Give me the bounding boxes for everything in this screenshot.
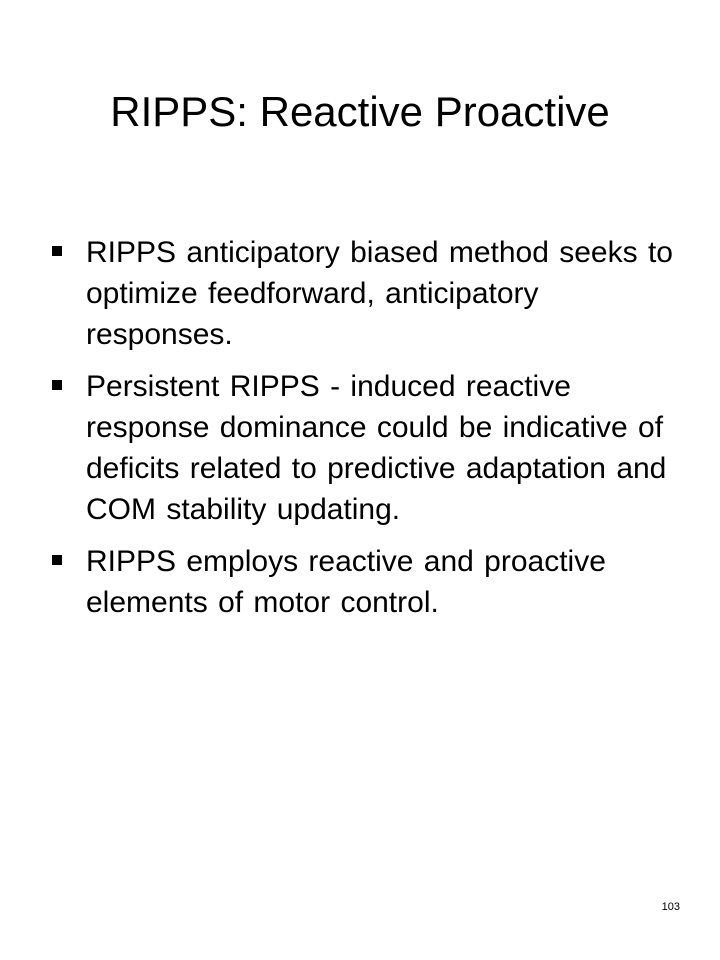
bullet-text: RIPPS anticipatory biased method seeks to optimize feedforward, anticipatory responses. <box>86 236 673 351</box>
square-bullet-icon <box>52 555 62 565</box>
square-bullet-icon <box>52 380 62 390</box>
bullet-item <box>48 232 688 355</box>
bullet-item <box>48 541 688 623</box>
square-bullet-icon <box>52 246 62 256</box>
bullet-text: Persistent RIPPS - induced reactive response dominance could be indicative of deficits related to predictive adaptation and COM stability updating. <box>86 370 667 526</box>
slide-title: RIPPS: Reactive Proactive <box>110 88 610 135</box>
bullet-item <box>48 366 688 530</box>
bullet-text: RIPPS employs reactive and proactive elements of motor control. <box>86 545 606 619</box>
bullet-list <box>48 232 688 634</box>
page-number: 103 <box>661 901 680 913</box>
